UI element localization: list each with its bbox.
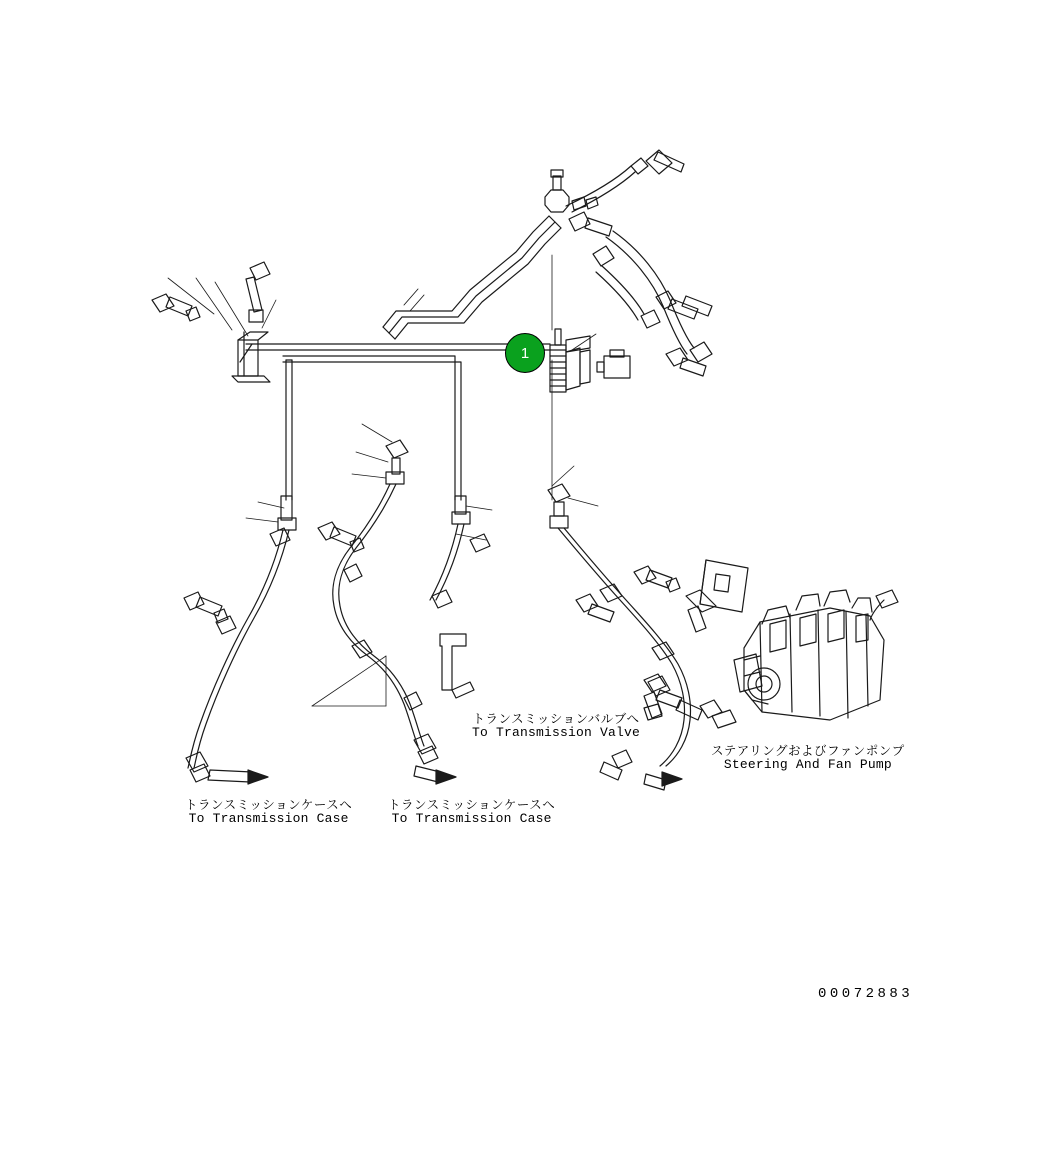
annotation-steering-and-fan-pump-jp: ステアリングおよびファンポンプ <box>711 744 905 758</box>
annotation-to-transmission-case-center-en: To Transmission Case <box>391 811 552 827</box>
annotation-to-transmission-case-center <box>388 798 555 827</box>
callout-1[interactable] <box>505 333 545 373</box>
annotation-to-transmission-case-center-jp: トランスミッションケースへ <box>388 798 556 812</box>
annotation-to-transmission-case-left-en: To Transmission Case <box>188 811 349 827</box>
annotation-to-transmission-valve-en: To Transmission Valve <box>472 725 641 741</box>
annotation-to-transmission-case-left <box>185 798 352 827</box>
annotation-steering-and-fan-pump <box>711 744 905 773</box>
callout-1-label: 1 <box>520 344 530 362</box>
annotation-to-transmission-case-left-jp: トランスミッションケースへ <box>185 798 353 812</box>
drawing-number: 00072883 <box>818 986 914 1002</box>
annotation-to-transmission-valve-jp: トランスミッションバルブへ <box>472 712 640 726</box>
annotation-steering-and-fan-pump-en: Steering And Fan Pump <box>723 757 892 773</box>
annotation-to-transmission-valve <box>472 712 640 741</box>
